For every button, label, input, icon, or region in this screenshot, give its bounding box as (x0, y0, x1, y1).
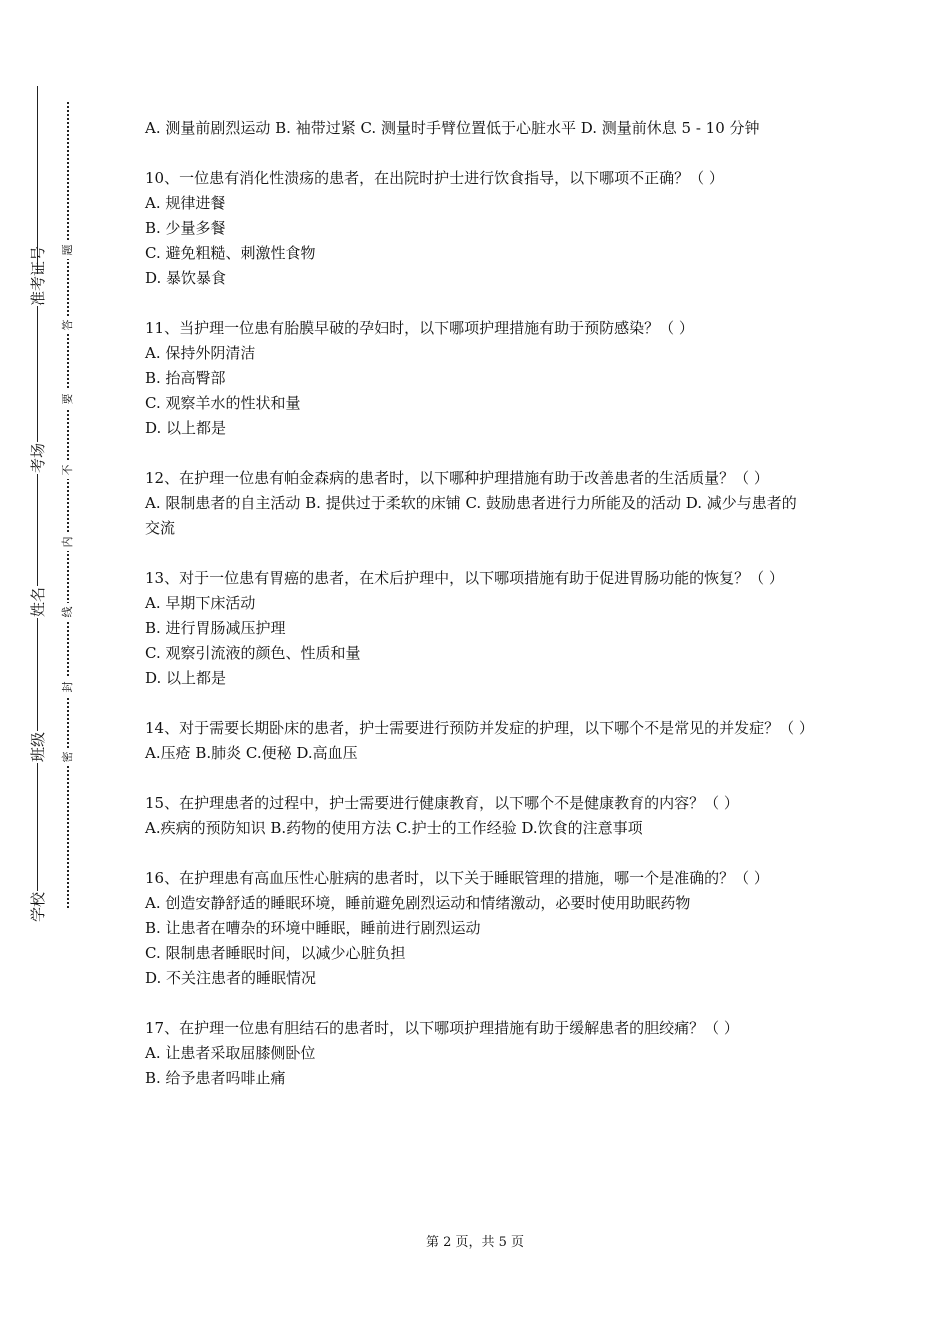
seal-char: 题 (61, 241, 75, 259)
seal-char: 要 (61, 390, 75, 408)
seal-char: 封 (61, 678, 75, 696)
option: A. 早期下床活动 (145, 594, 256, 612)
question-stem: 17、在护理一位患有胆结石的患者时，以下哪项护理措施有助于缓解患者的胆绞痛？（ ） (145, 1019, 739, 1037)
question-16 (145, 866, 810, 991)
option: D. 暴饮暴食 (145, 269, 227, 287)
option: C. 观察羊水的性状和量 (145, 394, 301, 412)
question-stem: 11、当护理一位患有胎膜早破的孕妇时，以下哪项护理措施有助于预防感染？（ ） (145, 319, 694, 337)
question-stem: 10、一位患有消化性溃疡的患者，在出院时护士进行饮食指导，以下哪项不正确？（ ） (145, 169, 724, 187)
option: A. 规律进餐 (145, 194, 226, 212)
option: B. 抬高臀部 (145, 369, 226, 387)
question-15 (145, 791, 810, 841)
field-label-school: 学校 (29, 892, 47, 923)
option: A. 创造安静舒适的睡眠环境，睡前避免剧烈运动和情绪激动，必要时使用助眠药物 (145, 894, 691, 912)
option: A.压疮 B.肺炎 C.便秘 D.高血压 (145, 744, 358, 762)
option: A.疾病的预防知识 B.药物的使用方法 C.护士的工作经验 D.饮食的注意事项 (145, 819, 643, 837)
seal-char: 线 (61, 603, 75, 621)
seal-char: 答 (61, 316, 75, 334)
question-13 (145, 566, 810, 691)
option: A. 保持外阴清洁 (145, 344, 256, 362)
field-label-exam-room: 考场 (29, 443, 47, 474)
field-label-exam-id: 准考证号 (29, 245, 47, 306)
question-14 (145, 716, 814, 766)
question-17 (145, 1016, 810, 1091)
option: B. 少量多餐 (145, 219, 226, 237)
option: D. 不关注患者的睡眠情况 (145, 969, 317, 987)
option: C. 避免粗糙、刺激性食物 (145, 244, 316, 262)
question-11 (145, 316, 810, 441)
question-12 (145, 466, 810, 541)
question-stem: 14、对于需要长期卧床的患者，护士需要进行预防并发症的护理，以下哪个不是常见的并发症？（ ） (145, 719, 814, 737)
question-10 (145, 166, 810, 291)
option: B. 给予患者吗啡止痛 (145, 1069, 286, 1087)
option: A. 限制患者的自主活动 B. 提供过于柔软的床铺 C. 鼓励患者进行力所能及的活动 D. 减少与患者的交流 (145, 494, 797, 537)
continuation-options: A. 测量前剧烈运动 B. 袖带过紧 C. 测量时手臂位置低于心脏水平 D. 测量前休息 5 - 10 分钟 (145, 119, 760, 137)
option: D. 以上都是 (145, 669, 227, 687)
page-number: 第 2 页，共 5 页 (425, 1235, 525, 1250)
option: C. 限制患者睡眠时间，以减少心脏负担 (145, 944, 406, 962)
option: C. 观察引流液的颜色、性质和量 (145, 644, 361, 662)
option: B. 进行胃肠减压护理 (145, 619, 286, 637)
seal-char: 内 (61, 533, 75, 551)
binding-dotted-line (67, 102, 69, 908)
field-label-class: 班级 (29, 732, 47, 763)
question-stem: 16、在护理患有高血压性心脏病的患者时，以下关于睡眠管理的措施，哪一个是准确的？（ ） (145, 869, 769, 887)
question-stem: 13、对于一位患有胃癌的患者，在术后护理中，以下哪项措施有助于促进胃肠功能的恢复？（ ） (145, 569, 784, 587)
question-stem: 12、在护理一位患有帕金森病的患者时，以下哪种护理措施有助于改善患者的生活质量？（ ） (145, 469, 769, 487)
seal-char: 不 (61, 461, 75, 479)
question-stem: 15、在护理患者的过程中，护士需要进行健康教育，以下哪个不是健康教育的内容？（ ） (145, 794, 739, 812)
option: B. 让患者在嘈杂的环境中睡眠，睡前进行剧烈运动 (145, 919, 481, 937)
binding-solid-line (37, 86, 38, 916)
exam-content (145, 116, 814, 1091)
field-label-name: 姓名 (29, 587, 47, 618)
option: D. 以上都是 (145, 419, 227, 437)
option: A. 让患者采取屈膝侧卧位 (145, 1044, 316, 1062)
seal-char: 密 (61, 748, 75, 766)
